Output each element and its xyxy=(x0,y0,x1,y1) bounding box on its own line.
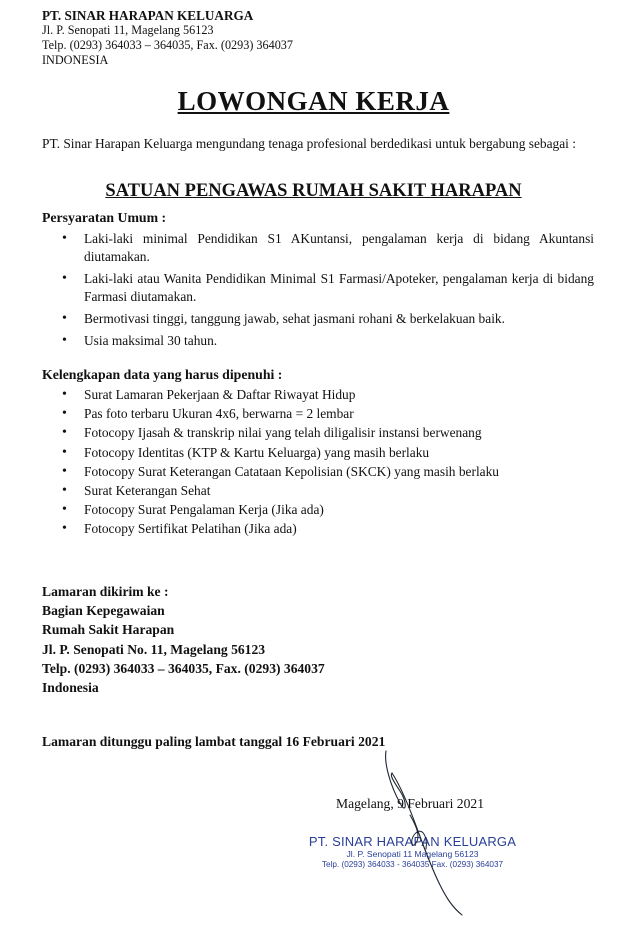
list-item: • Usia maksimal 30 tahun. xyxy=(62,332,594,350)
letterhead-company: PT. SINAR HARAPAN KELUARGA xyxy=(42,8,254,23)
list-item: • Fotocopy Sertifikat Pelatihan (Jika ada) xyxy=(62,520,594,539)
list-item: • Pas foto terbaru Ukuran 4x6, berwarna = 2 lembar xyxy=(62,405,594,424)
documents-heading: Kelengkapan data yang harus dipenuhi : xyxy=(42,367,283,382)
list-item: • Fotocopy Identitas (KTP & Kartu Keluarga) yang masih berlaku xyxy=(62,444,594,463)
list-item: • Laki-laki minimal Pendidikan S1 AKuntansi, pengalaman kerja di bidang Akuntansi diutamakan. xyxy=(62,230,594,266)
requirements-list xyxy=(62,230,594,354)
submission-heading: Lamaran dikirim ke : xyxy=(42,584,169,599)
stamp-address: Jl. P. Senopati 11 Magelang 56123 xyxy=(346,849,479,859)
list-item: • Surat Lamaran Pekerjaan & Daftar Riwayat Hidup xyxy=(62,386,594,405)
submission-line: Bagian Kepegawaian xyxy=(42,603,165,619)
submission-line: Telp. (0293) 364033 – 364035, Fax. (0293) 364037 xyxy=(42,660,325,676)
submission-line: Indonesia xyxy=(42,680,99,696)
place-date: Magelang, 9 Februari 2021 xyxy=(336,796,484,811)
letterhead-phone: Telp. (0293) 364033 – 364035, Fax. (0293) 364037 xyxy=(42,38,293,52)
list-item: • Fotocopy Surat Keterangan Catataan Kepolisian (SKCK) yang masih berlaku xyxy=(62,463,594,482)
list-item: • Fotocopy Ijasah & transkrip nilai yang telah diligalisir instansi berwenang xyxy=(62,424,594,443)
stamp-phone: Telp. (0293) 364033 - 364035 Fax. (0293) 364037 xyxy=(321,859,504,869)
list-item: • Laki-laki atau Wanita Pendidikan Minimal S1 Farmasi/Apoteker, pengalaman kerja di bidang Farmasi diutamakan. xyxy=(62,270,594,306)
requirements-heading: Persyaratan Umum : xyxy=(42,210,167,225)
stamp-company: PT. SINAR HARAPAN KELUARGA xyxy=(308,834,517,849)
list-item: • Surat Keterangan Sehat xyxy=(62,482,594,501)
submission-address xyxy=(42,582,325,697)
position-title: SATUAN PENGAWAS RUMAH SAKIT HARAPAN xyxy=(105,181,522,201)
page-title: LOWONGAN KERJA xyxy=(177,86,450,116)
signature-icon xyxy=(370,745,480,920)
letterhead xyxy=(42,8,293,68)
documents-list xyxy=(62,386,594,540)
letterhead-address: Jl. P. Senopati 11, Magelang 56123 xyxy=(42,23,214,37)
deadline-text: Lamaran ditunggu paling lambat tanggal 16 Februari 2021 xyxy=(42,734,386,749)
intro-text: PT. Sinar Harapan Keluarga mengundang tenaga profesional berdedikasi untuk bergabung sebagai : xyxy=(42,136,576,151)
letterhead-country: INDONESIA xyxy=(42,53,109,67)
submission-line: Rumah Sakit Harapan xyxy=(42,622,175,638)
list-item: • Bermotivasi tinggi, tanggung jawab, sehat jasmani rohani & berkelakuan baik. xyxy=(62,310,594,328)
submission-line: Jl. P. Senopati No. 11, Magelang 56123 xyxy=(42,641,266,657)
list-item: • Fotocopy Surat Pengalaman Kerja (Jika ada) xyxy=(62,501,594,520)
